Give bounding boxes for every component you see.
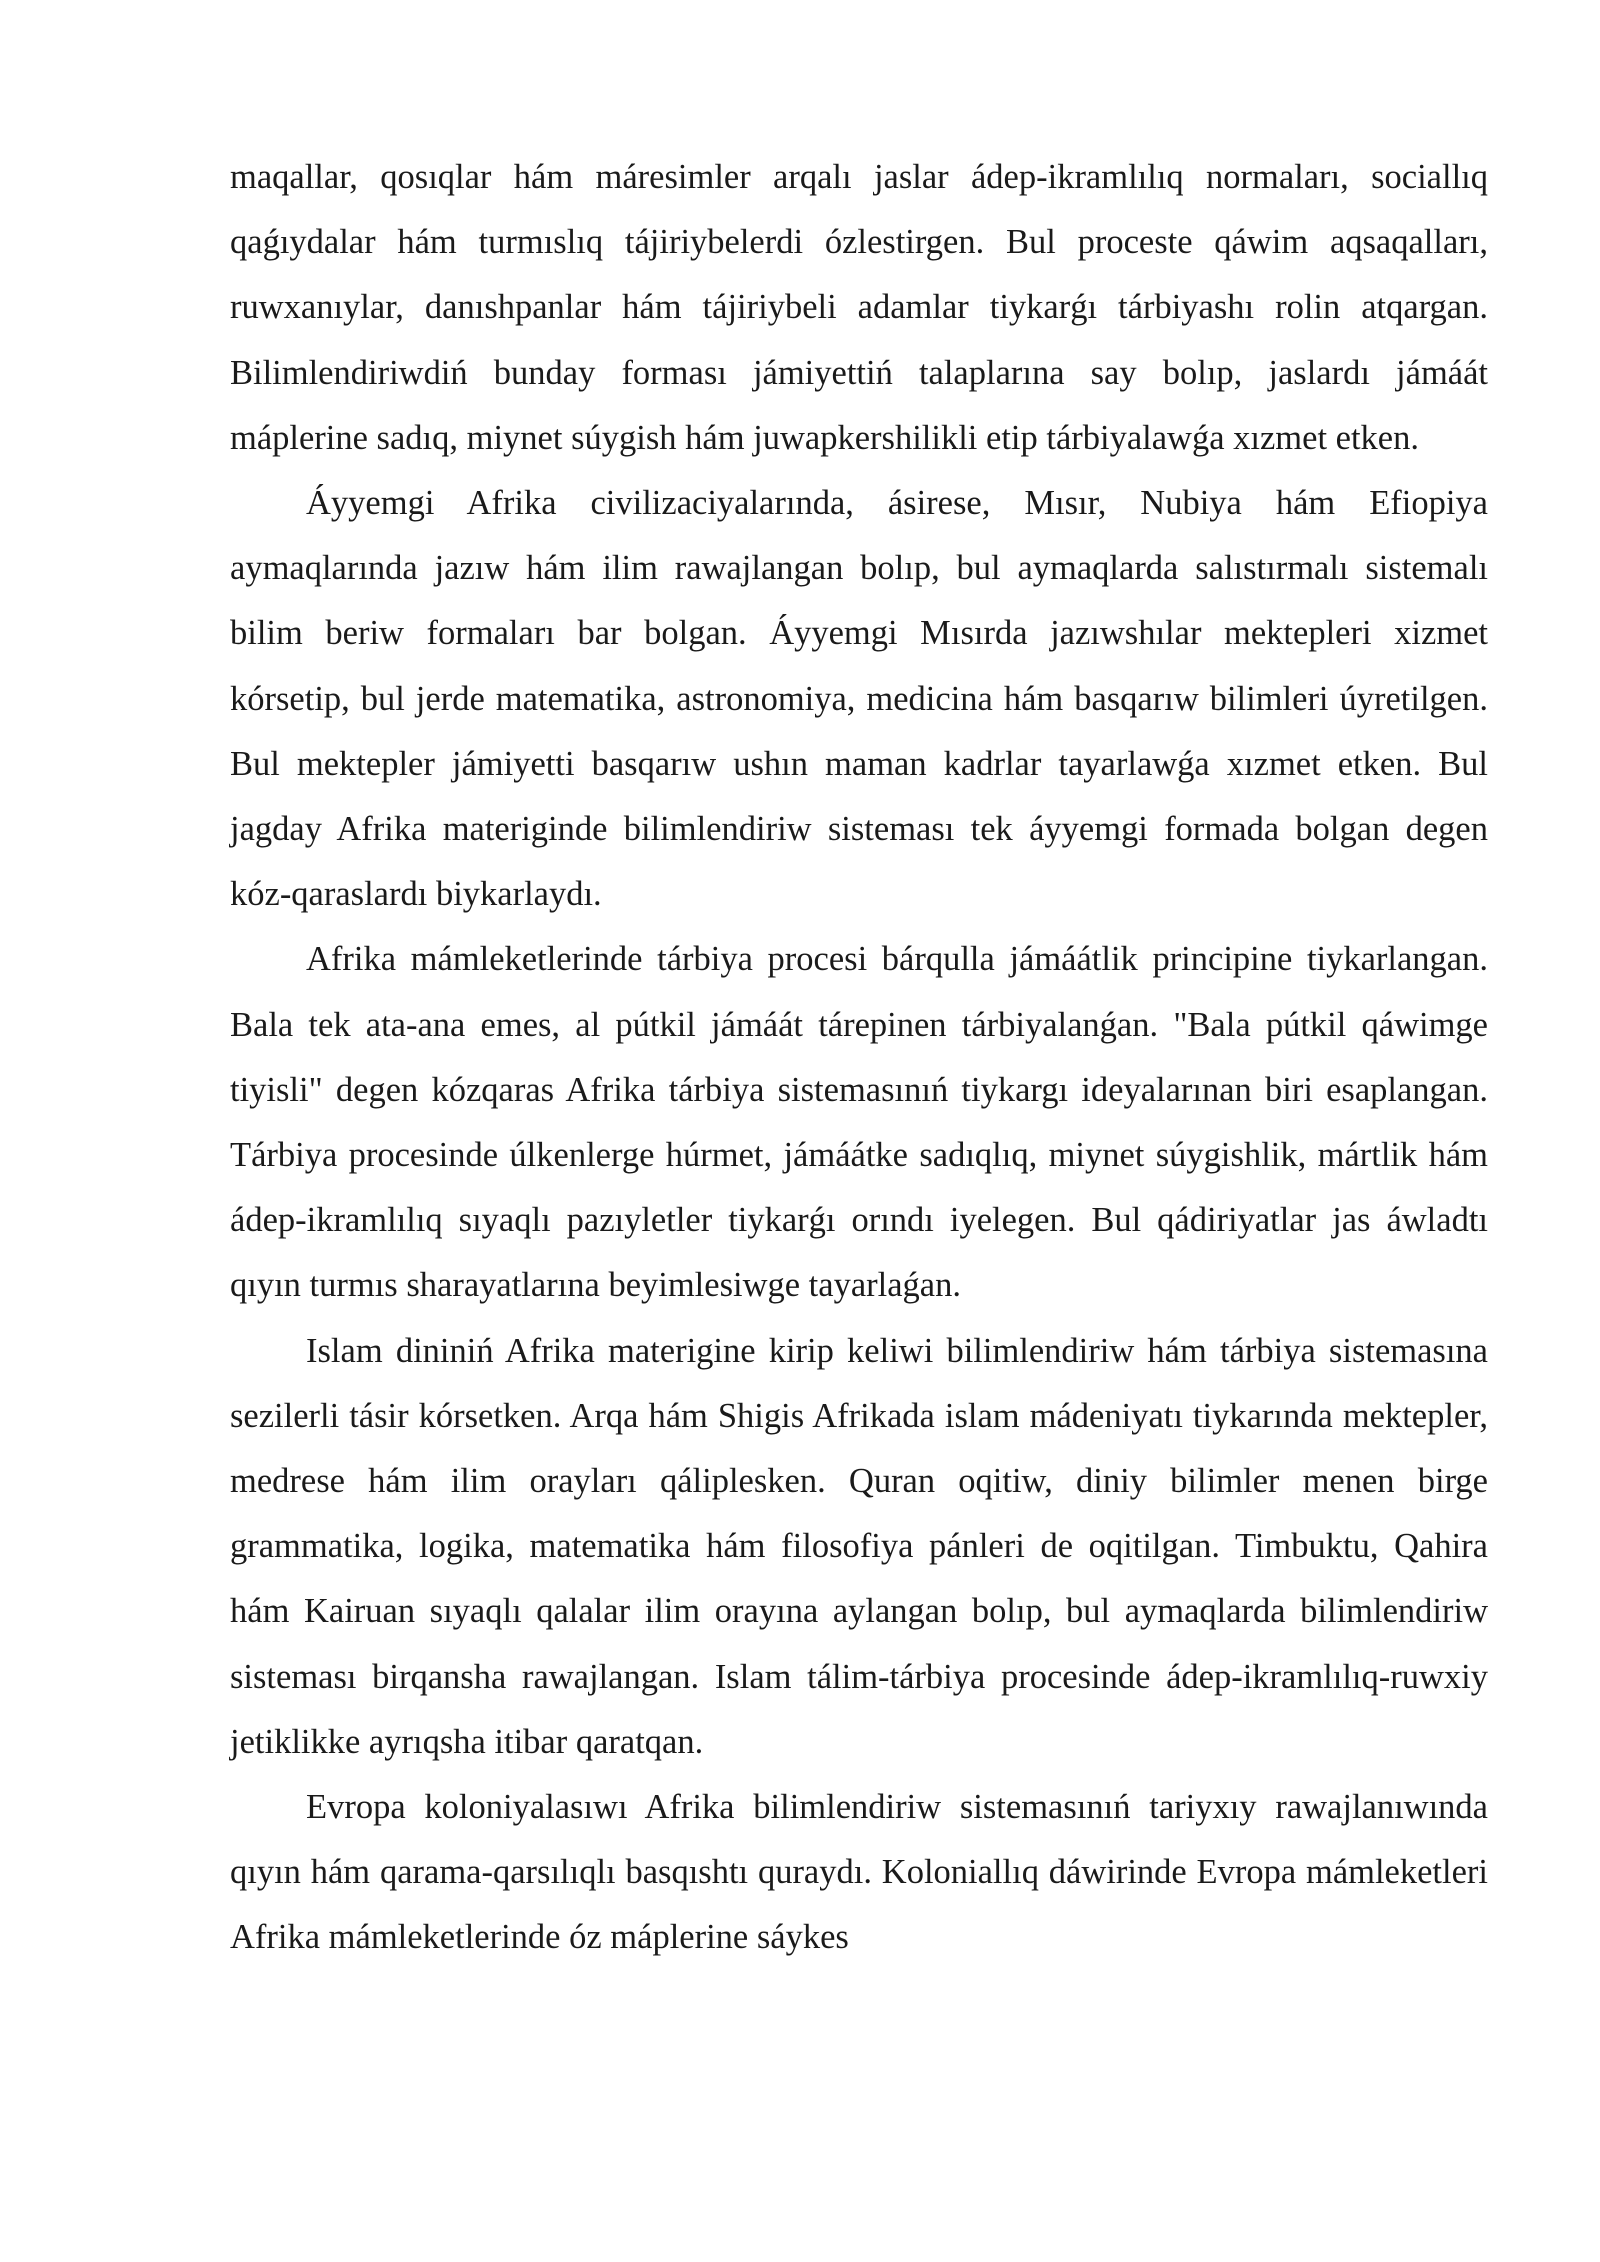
- paragraph-2: Áyyemgi Afrika civilizaciyalarında, ásirese, Mısır, Nubiya hám Efiopiya aymaqlarında jazıw hám ilim rawajlangan bolıp, bul aymaqlarda salıstırmalı sistemalı bilim beriw formaları bar bolgan. Áyyemgi Mısırda jazıwshılar mektepleri xizmet kórsetip, bul jerde matematika, astronomiya, medicina hám basqarıw bilimleri úyretilgen. Bul mektepler jámiyetti basqarıw ushın maman kadrlar tayarlawǵa xızmet etken. Bul jagday Afrika materiginde bilimlendiriw sisteması tek áyyemgi formada bolgan degen kóz-qaraslardı biykarlaydı.: [230, 484, 1488, 914]
- paragraph-3: Afrika mámleketlerinde tárbiya procesi bárqulla jámáátlik principine tiykarlangan. Bala tek ata-ana emes, al pútkil jámáát tárepinen tárbiyalanǵan. "Bala pútkil qáwimge tiyisli" degen kózqaras Afrika tárbiya sistemasınıń tiykargı ideyalarınan biri esaplangan. Tárbiya procesinde úlkenlerge húrmet, jámáátke sadıqlıq, miynet súygishlik, mártlik hám ádep-ikramlılıq sıyaqlı pazıyletler tiykarǵı orındı iyelegen. Bul qádiriyatlar jas áwladtı qıyın turmıs sharayatlarına beyimlesiwge tayarlaǵan.: [230, 940, 1488, 1305]
- paragraph-4: Islam dininiń Afrika materigine kirip keliwi bilimlendiriw hám tárbiya sistemasına sezilerli tásir kórsetken. Arqa hám Shigis Afrikada islam mádeniyatı tiykarında mektepler, medrese hám ilim orayları qáliplesken. Quran oqitiw, diniy bilimler menen birge grammatika, logika, matematika hám filosofiya pánleri de oqitilgan. Timbuktu, Qahira hám Kairuan sıyaqlı qalalar ilim orayına aylangan bolıp, bul aymaqlarda bilimlendiriw sisteması birqansha rawajlangan. Islam tálim-tárbiya procesinde ádep-ikramlılıq-ruwxiy jetiklikke ayrıqsha itibar qaratqan.: [230, 1331, 1488, 1761]
- paragraph-5: Evropa koloniyalasıwı Afrika bilimlendiriw sistemasınıń tariyxıy rawajlanıwında qıyın hám qarama-qarsılıqlı basqıshtı quraydı. Koloniallıq dáwirinde Evropa mámleketleri Afrika mámleketlerinde óz máplerine sáykes: [230, 1788, 1488, 1957]
- paragraph-1: maqallar, qosıqlar hám máresimler arqalı jaslar ádep-ikramlılıq normaları, sociallıq qaǵıydalar hám turmıslıq tájiriybelerdi ózlestirgen. Bul proceste qáwim aqsaqalları, ruwxanıylar, danıshpanlar hám tájiriybeli adamlar tiykarǵı tárbiyashı rolin atqargan. Bilimlendiriwdiń bunday forması jámiyettiń talaplarına say bolıp, jaslardı jámáát máplerine sadıq, miynet súygish hám juwapkershilikli etip tárbiyalawǵa xızmet etken.: [230, 158, 1488, 457]
- document-body: [230, 145, 1488, 1971]
